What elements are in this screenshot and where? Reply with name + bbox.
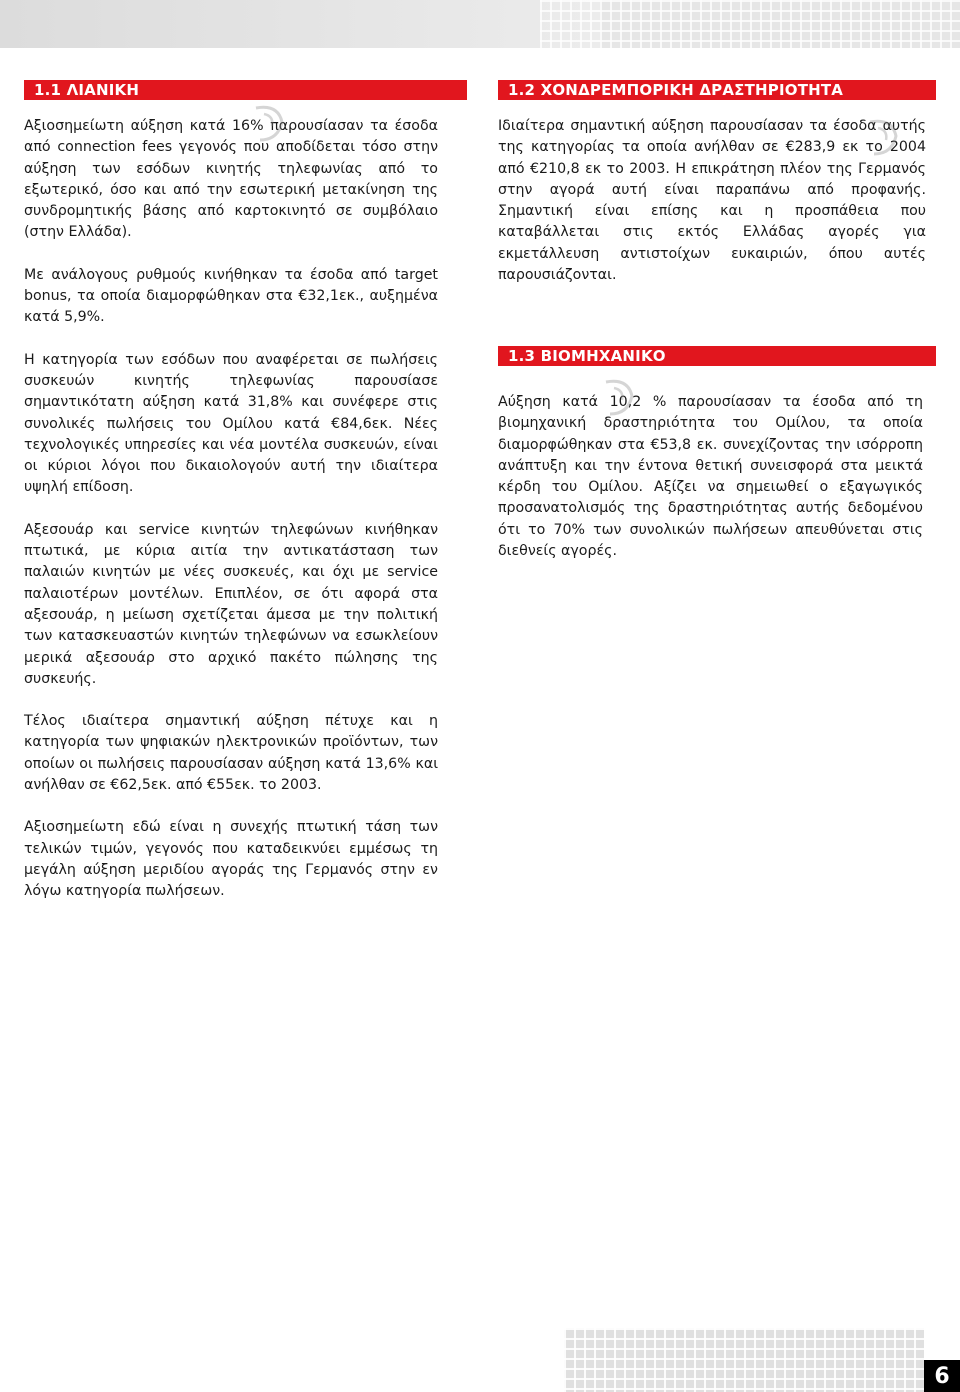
- industrial-paragraph-1: Αύξηση κατά 10,2 % παρουσίασαν τα έσοδα από τη βιομηχανική δραστηριότητα του Ομίλου, τα οποία διαμορφώθηκαν στα €53,8 εκ. συνεχίζοντας την ισόρροπη ανάπτυξη και την έντονα θετική συνεισφορά στα μεικτά κέρδη του Ομίλου. Αξίζει να σημειωθεί ο εξαγωγικός προσανατολισμός της δραστηριότητας αυτής δεδομένου ότι το 70% των συνολικών πωλήσεων απευθύνεται στις διεθνείς αγορές.: [498, 394, 923, 560]
- watermark-logo-icon: [598, 378, 636, 418]
- bottom-grid-pattern: [564, 1328, 924, 1392]
- section-heading-retail: 1.1 ΛΙΑΝΙΚΗ: [24, 80, 467, 100]
- top-grid-pattern: [540, 0, 960, 48]
- top-decorative-strip: [0, 0, 960, 48]
- industrial-body: [498, 392, 923, 583]
- retail-paragraph-3: Η κατηγορία των εσόδων που αναφέρεται σε πωλήσεις συσκευών κινητής τηλεφωνίας παρουσίασε σημαντικότατη αύξηση κατά 31,8% και συνέφερε στις συνολικές πωλήσεις του Ομίλου κατά €84,6εκ. Νέες τεχνολογικές υπηρεσίες και νέα μοντέλα συσκευών, είναι οι κύριοι λόγοι που δικαιολογούν αυτή την ιδιαίτερα υψηλή επίδοση.: [24, 351, 438, 496]
- retail-paragraph-1: Αξιοσημείωτη αύξηση κατά 16% παρουσίασαν τα έσοδα από connection fees γεγονός που αποδίδεται τόσο στην αύξηση των εσόδων κινητής τηλεφωνίας από το εξωτερικό, όσο και από την εσωτερική μετακίνηση της συνδρομητικής βάσης από καρτοκινητό σε συμβόλαιο (στην Ελλάδα).: [24, 118, 438, 241]
- section-heading-industrial: 1.3 ΒΙΟΜΗΧΑΝΙΚΟ: [498, 346, 936, 366]
- retail-paragraph-2: Με ανάλογους ρυθμούς κινήθηκαν τα έσοδα από target bonus, τα οποία διαμορφώθηκαν στα €32,1εκ., αυξημένα κατά 5,9%.: [24, 266, 438, 326]
- retail-paragraph-4: Αξεσουάρ και service κινητών τηλεφώνων κινήθηκαν πτωτικά, με κύρια αιτία την αντικατάσταση των παλαιών κινητών με νέες συσκευές, και όχι με service παλαιοτέρων μοντέλων. Επιπλέον, σε ότι αφορά στα αξεσουάρ, η μείωση σχετίζεται άμεσα με την πολιτική των κατασκευαστών κινητών τηλεφώνων να εσωκλείουν μερικά αξεσουάρ στο αρχικό πακέτο πώλησης της συσκευής.: [24, 521, 438, 687]
- retail-paragraph-5: Τέλος ιδιαίτερα σημαντική αύξηση πέτυχε και η κατηγορία των ψηφιακών ηλεκτρονικών προϊόντων, των οποίων οι πωλήσεις παρουσίασαν αύξηση κατά 13,6% και ανήλθαν σε €62,5εκ. από €55εκ. το 2003.: [24, 713, 438, 794]
- watermark-logo-icon: [248, 104, 286, 144]
- page-number: 6: [924, 1360, 960, 1392]
- top-strip-fade: [0, 0, 600, 48]
- section-heading-wholesale: 1.2 ΧΟΝΔΡΕΜΠΟΡΙΚΗ ΔΡΑΣΤΗΡΙΟΤΗΤΑ: [498, 80, 936, 100]
- retail-body: [24, 116, 438, 924]
- wholesale-paragraph-1: Ιδιαίτερα σημαντική αύξηση παρουσίασαν τα έσοδα αυτής της κατηγορίας τα οποία ανήλθαν σε €283,9 εκ το 2004 από €210,8 εκ το 2003. Η επικράτηση πλέον της Γερμανός στην αγορά αυτή είναι παραπάνω από προφανής. Σημαντική είναι επίσης και η προσπάθεια που καταβάλλεται στις εκτός Ελλάδας αγορές για εκμετάλλευση αντιστοίχων ευκαιριών, όπου αυτές παρουσιάζονται.: [498, 118, 926, 284]
- watermark-logo-icon: [862, 118, 900, 158]
- retail-paragraph-6: Αξιοσημείωτη εδώ είναι η συνεχής πτωτική τάση των τελικών τιμών, γεγονός που καταδεικνύει εμμέσως τη μεγάλη αύξηση μεριδίου αγοράς της Γερμανός στην εν λόγω κατηγορία πωλήσεων.: [24, 819, 438, 900]
